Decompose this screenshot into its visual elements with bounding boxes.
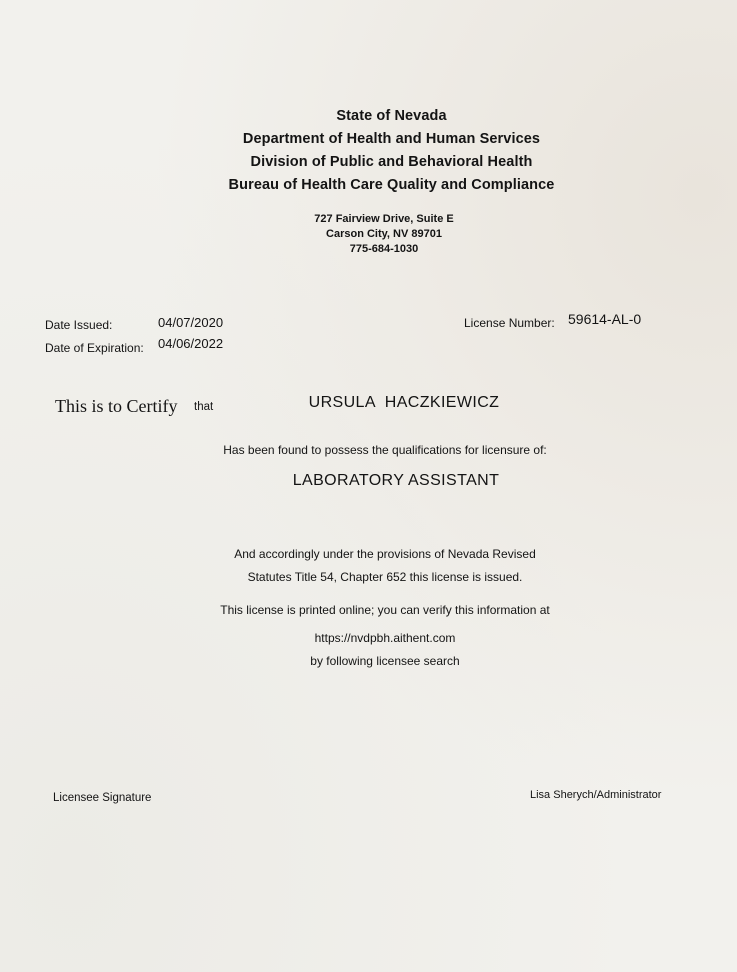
date-issued-label: Date Issued:	[45, 318, 113, 332]
header-department: Department of Health and Human Services	[242, 131, 541, 147]
address-city: Carson City, NV 89701	[326, 228, 442, 240]
search-instruction: by following licensee search	[310, 654, 460, 668]
expiration-label: Date of Expiration:	[45, 341, 144, 355]
provision-line-2: Statutes Title 54, Chapter 652 this license is issued.	[247, 570, 523, 584]
address-street: 727 Fairview Drive, Suite E	[314, 213, 454, 225]
certify-heading: This is to Certify	[55, 396, 178, 416]
provision-line-1: And accordingly under the provisions of Nevada Revised	[234, 547, 536, 561]
licensee-signature-label: Licensee Signature	[53, 792, 152, 804]
expiration-value: 04/06/2022	[158, 336, 224, 351]
licensee-name: URSULA HACZKIEWICZ	[308, 394, 500, 411]
certify-that: that	[194, 401, 214, 413]
license-number-label: License Number:	[464, 316, 555, 330]
license-title: LABORATORY ASSISTANT	[292, 472, 500, 489]
verify-line: This license is printed online; you can verify this information at	[220, 603, 550, 617]
header-state: State of Nevada	[336, 108, 447, 124]
license-number-value: 59614-AL-0	[568, 311, 642, 327]
qualification-text: Has been found to possess the qualifications for licensure of:	[223, 443, 547, 457]
header-bureau: Bureau of Health Care Quality and Compliance	[228, 177, 555, 193]
administrator-signature-label: Lisa Sherych/Administrator	[530, 789, 662, 801]
address-phone: 775-684-1030	[349, 243, 419, 255]
date-issued-value: 04/07/2020	[158, 315, 224, 330]
verification-url: https://nvdpbh.aithent.com	[314, 631, 456, 645]
header-division: Division of Public and Behavioral Health	[250, 154, 533, 170]
